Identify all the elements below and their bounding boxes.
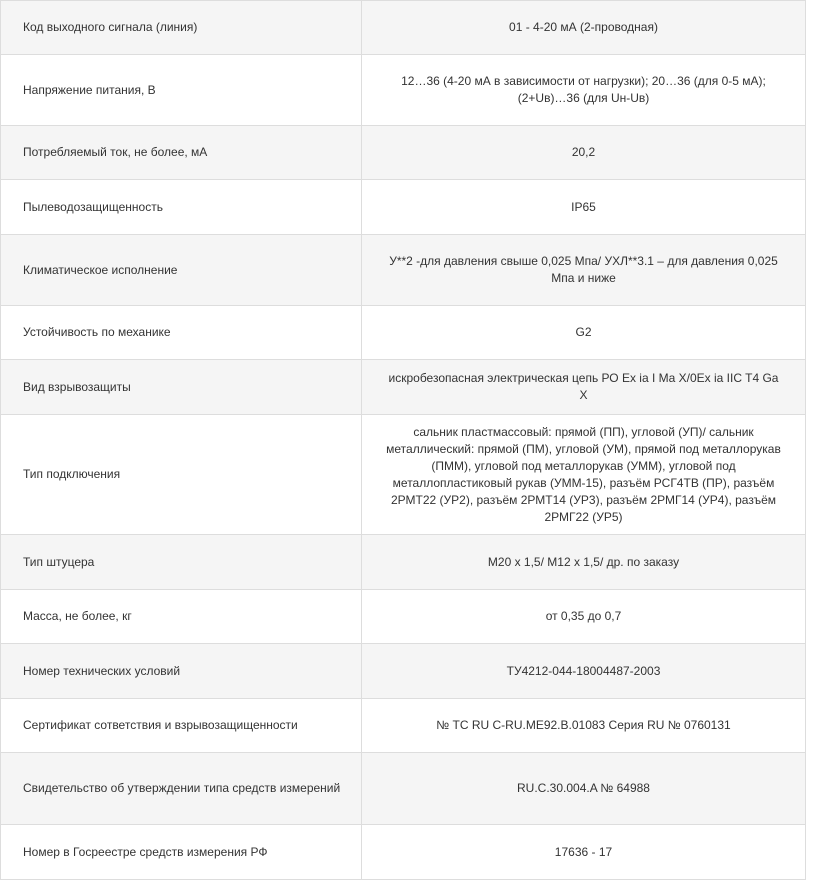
- spec-row-supply-voltage: [1, 55, 806, 126]
- spec-value: искробезопасная электрическая цепь РО Ex ia I Ma X/0Ex ia IIC T4 Ga X: [362, 360, 806, 415]
- spec-row-current: [1, 126, 806, 180]
- spec-row-certificate: [1, 699, 806, 753]
- spec-label: Климатическое исполнение: [1, 235, 362, 306]
- spec-row-mechanics: [1, 306, 806, 360]
- spec-label: Код выходного сигнала (линия): [1, 1, 362, 55]
- spec-value: 01 - 4-20 мА (2-проводная): [362, 1, 806, 55]
- spec-value: G2: [362, 306, 806, 360]
- spec-value: М20 х 1,5/ М12 х 1,5/ др. по заказу: [362, 535, 806, 590]
- spec-value: У**2 -для давления свыше 0,025 Мпа/ УХЛ**3.1 – для давления 0,025 Мпа и ниже: [362, 235, 806, 306]
- spec-value: от 0,35 до 0,7: [362, 590, 806, 644]
- spec-row-connection-type: [1, 415, 806, 535]
- spec-value: 20,2: [362, 126, 806, 180]
- spec-label: Пылеводозащищенность: [1, 180, 362, 235]
- spec-label: Сертификат сответствия и взрывозащищенности: [1, 699, 362, 753]
- spec-row-explosion-protection: [1, 360, 806, 415]
- spec-value: IP65: [362, 180, 806, 235]
- spec-label: Масса, не более, кг: [1, 590, 362, 644]
- spec-value: RU.C.30.004.A № 64988: [362, 753, 806, 825]
- spec-row-fitting-type: [1, 535, 806, 590]
- spec-label: Потребляемый ток, не более, мА: [1, 126, 362, 180]
- spec-value: № ТС RU C-RU.МЕ92.В.01083 Серия RU № 0760131: [362, 699, 806, 753]
- spec-value: сальник пластмассовый: прямой (ПП), угловой (УП)/ сальник металлический: прямой (ПМ), угловой (УМ), прямой под металлорукав (ПММ), угловой под металлорукав (УММ), угловой под металлопластиковый рукав (УММ-15), разъём РСГ4ТВ (ПР), разъём 2РМТ22 (УР2), разъём 2РМТ14 (УР3), разъём 2РМГ14 (УР4), разъём 2РМГ22 (УР5): [362, 415, 806, 535]
- spec-label: Тип подключения: [1, 415, 362, 535]
- spec-value: 17636 - 17: [362, 825, 806, 880]
- spec-row-output-signal: [1, 1, 806, 55]
- spec-row-mass: [1, 590, 806, 644]
- spec-value: 12…36 (4-20 мА в зависимости от нагрузки); 20…36 (для 0-5 мА); (2+Uв)…36 (для Uн-Uв): [362, 55, 806, 126]
- spec-label: Устойчивость по механике: [1, 306, 362, 360]
- spec-label: Номер в Госреестре средств измерения РФ: [1, 825, 362, 880]
- spec-row-technical-conditions: [1, 644, 806, 699]
- spec-label: Номер технических условий: [1, 644, 362, 699]
- spec-label: Напряжение питания, В: [1, 55, 362, 126]
- spec-label: Вид взрывозащиты: [1, 360, 362, 415]
- spec-value: ТУ4212-044-18004487-2003: [362, 644, 806, 699]
- spec-row-state-register: [1, 825, 806, 880]
- spec-row-climatic: [1, 235, 806, 306]
- spec-row-ingress-protection: [1, 180, 806, 235]
- spec-row-type-approval: [1, 753, 806, 825]
- spec-label: Свидетельство об утверждении типа средств измерений: [1, 753, 362, 825]
- spec-label: Тип штуцера: [1, 535, 362, 590]
